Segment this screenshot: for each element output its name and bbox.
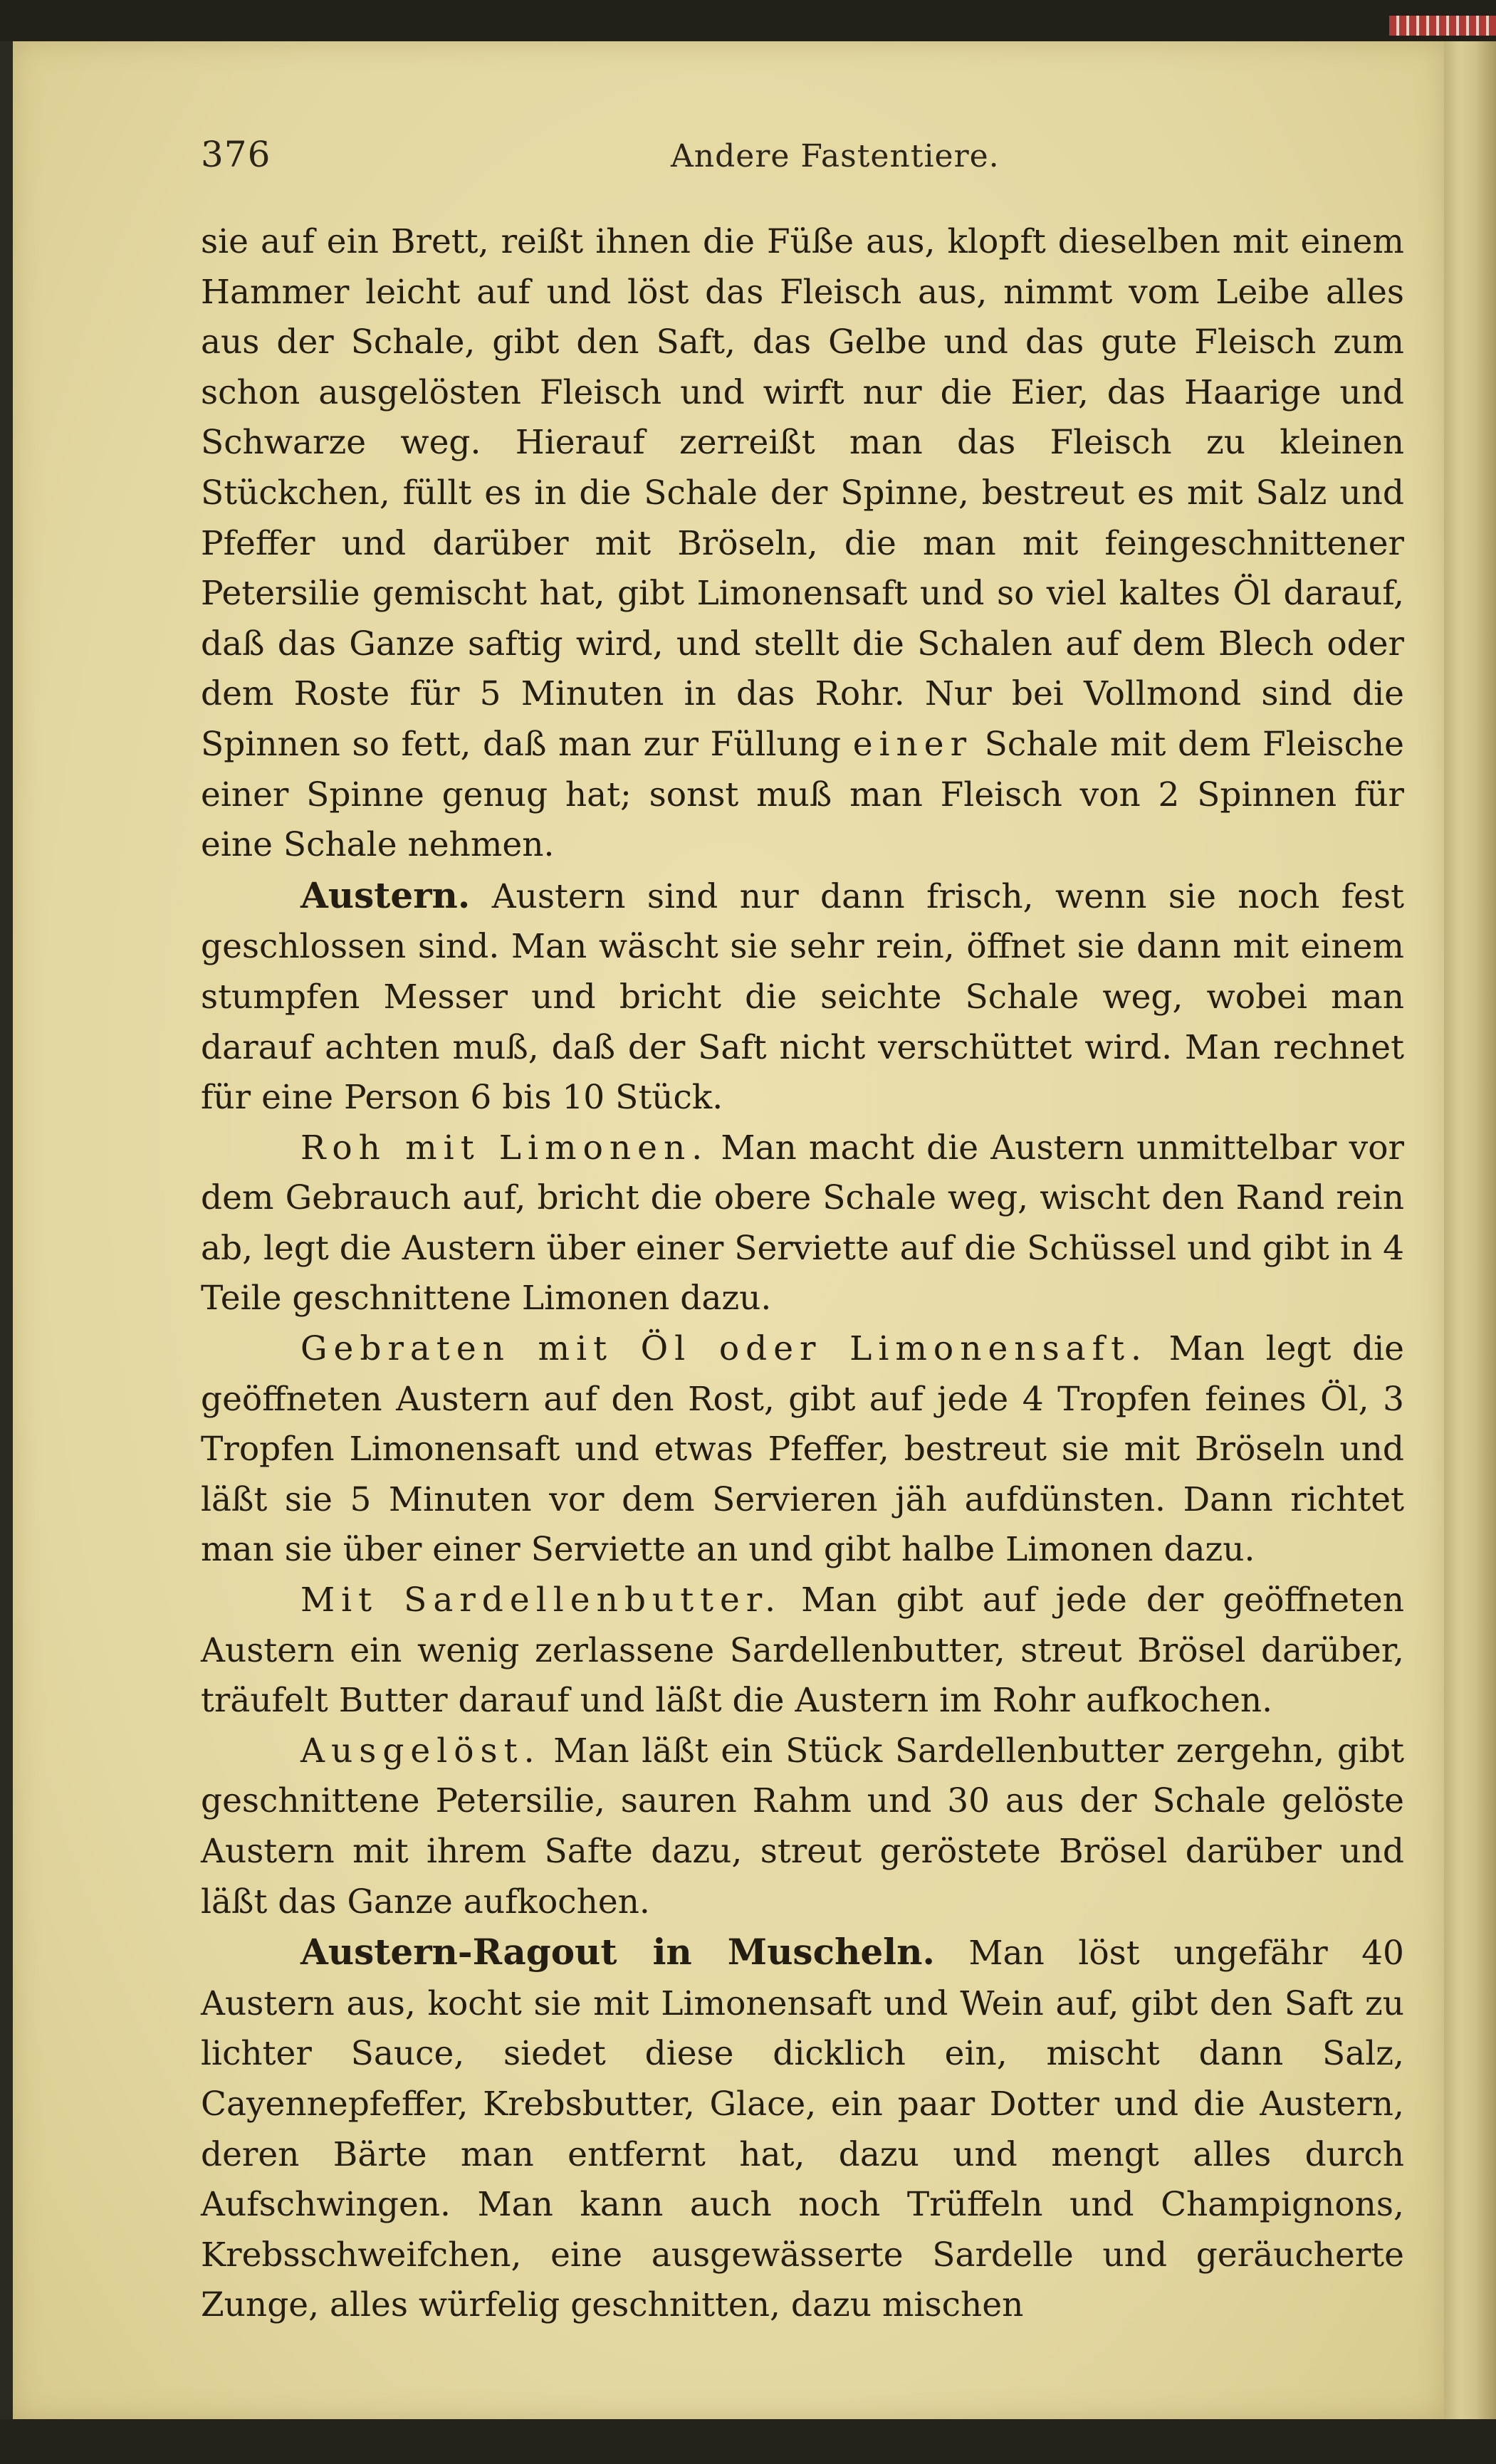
austern-heading: Austern.: [300, 874, 471, 916]
continuation-text: sie auf ein Brett, reißt ihnen die Füße aus, klopft dieselben mit einem Hammer leicht auf und löst das Fleisch aus, nimmt vom Leibe alles aus der Schale, gibt den Saft, das Gelbe und das gute Fleisch zum schon ausgelösten Fleisch und wirft nur die Eier, das Haarige und Schwarze weg. Hierauf zerreißt man das Fleisch zu kleinen Stückchen, füllt es in die Schale der Spinne, bestreut es mit Salz und Pfeffer und darüber mit Bröseln, die man mit feingeschnittener Petersilie gemischt hat, gibt Limonensaft und so viel kaltes Öl darauf, daß das Ganze saftig wird, und stellt die Schalen auf dem Blech oder dem Roste für 5 Minuten in das Rohr. Nur bei Vollmond sind die Spinnen so fett, daß man zur Füllung: [201, 222, 1404, 764]
ausgeloest-paragraph: [201, 1726, 1404, 1927]
austern-text: Austern sind nur dann frisch, wenn sie noch fest geschlossen sind. Man wäscht sie sehr rein, öffnet sie dann mit einem stumpfen Messer und bricht die seichte Schale weg, wobei man darauf achten muß, daß der Saft nicht verschüttet wird. Man rechnet für eine Person 6 bis 10 Stück.: [201, 876, 1404, 1118]
ausgeloest-text: Man läßt ein Stück Sardellenbutter zergehn, gibt geschnittene Petersilie, sauren Rahm und 30 aus der Schale gelöste Austern mit ihrem Safte dazu, streut geröstete Brösel darüber und läßt das Ganze aufkochen.: [201, 1731, 1404, 1922]
scan-background-top: [0, 0, 1496, 41]
sardellen-heading: Mit Sardellenbutter.: [300, 1580, 783, 1620]
continuation-paragraph: [201, 217, 1404, 871]
austern-paragraph: [201, 871, 1404, 1123]
roh-paragraph: [201, 1123, 1404, 1324]
page-number: 376: [201, 134, 271, 175]
ragout-paragraph: [201, 1927, 1404, 2331]
ragout-text: Man löst ungefähr 40 Austern aus, kocht sie mit Limonensaft und Wein auf, gibt den Saft zu lichter Sauce, siedet diese dicklich ein, mischt dann Salz, Cayennepfeffer, Krebsbutter, Glace, ein paar Dotter und die Austern, deren Bärte man entfernt hat, dazu und mengt alles durch Aufschwingen. Man kann auch noch Trüffeln und Champignons, Krebsschweifchen, eine ausgewässerte Sardelle und geräucherte Zunge, alles würfelig geschnitten, dazu mischen: [201, 1934, 1404, 2325]
gebraten-heading: Gebraten mit Öl oder Limonensaft.: [300, 1329, 1148, 1369]
continuation-end: Schale mit dem Fleische einer Spinne genug hat; sonst muß man Fleisch von 2 Spinnen für eine Schale nehmen.: [201, 724, 1404, 865]
roh-heading: Roh mit Limonen.: [300, 1128, 709, 1168]
roh-text: Man macht die Austern unmittelbar vor dem Gebrauch auf, bricht die obere Schale weg, wischt den Rand rein ab, legt die Austern über einer Serviette auf die Schüssel und gibt in 4 Teile geschnittene Limonen dazu.: [201, 1128, 1404, 1318]
bookmark-ribbon: [1389, 16, 1496, 36]
scan-background-bottom: [0, 2419, 1496, 2464]
ausgeloest-heading: Ausgelöst.: [300, 1731, 541, 1771]
continuation-emphasis: einer: [852, 724, 973, 764]
sardellen-paragraph: [201, 1576, 1404, 1726]
page-edge: [1444, 41, 1496, 2419]
ragout-heading: Austern-Ragout in Muscheln.: [300, 1931, 935, 1973]
body-text: [201, 217, 1404, 2331]
running-head-title: Andere Fastentiere.: [671, 138, 1000, 174]
gebraten-text: Man legt die geöffneten Austern auf den Rost, gibt auf jede 4 Tropfen feines Öl, 3 Tropfen Limonensaft und etwas Pfeffer, bestreut sie mit Bröseln und läßt sie 5 Minuten vor dem Servieren jäh aufdünsten. Dann richtet man sie über einer Serviette an und gibt halbe Limonen dazu.: [201, 1329, 1404, 1570]
gebraten-paragraph: [201, 1324, 1404, 1576]
sardellen-text: Man gibt auf jede der geöffneten Austern ein wenig zerlassene Sardellenbutter, streut Brösel darüber, träufelt Butter darauf und läßt die Austern im Rohr aufkochen.: [201, 1580, 1404, 1721]
running-head: [201, 134, 1404, 184]
